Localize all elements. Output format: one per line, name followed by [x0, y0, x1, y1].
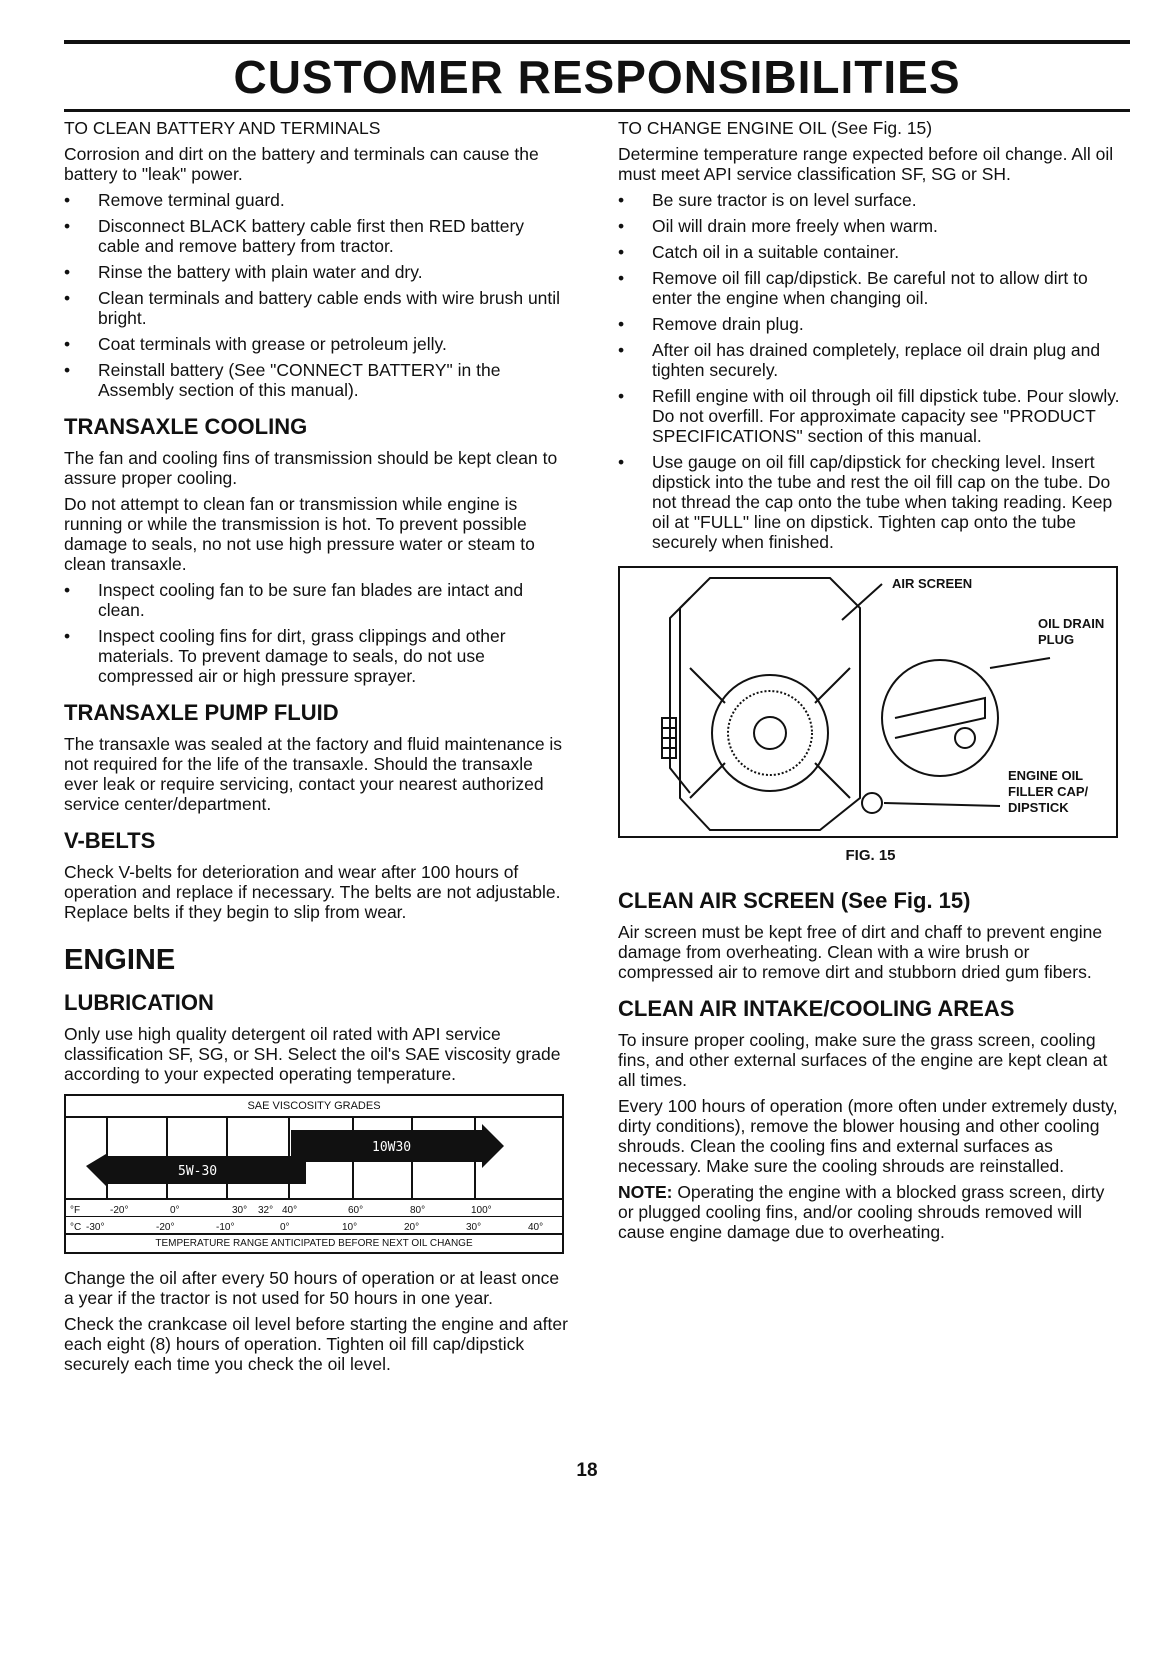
list-item: • Oil will drain more freely when warm. — [618, 216, 1123, 236]
transaxle-pump-heading: TRANSAXLE PUMP FLUID — [64, 700, 339, 725]
tick-label: 60° — [348, 1205, 364, 1216]
viscosity-chart-title: SAE VISCOSITY GRADES — [66, 1096, 562, 1118]
list-item: • Disconnect BLACK battery cable first then RED battery cable and remove battery from tractor. — [64, 216, 569, 256]
label-filler-3: DIPSTICK — [1008, 800, 1069, 815]
tick-label: 80° — [410, 1205, 426, 1216]
note-text: Operating the engine with a blocked grass screen, dirty or plugged cooling fins, and/or cooling shrouds removed will cause engine damage due to overheating. — [618, 1182, 1105, 1242]
battery-bullets — [64, 190, 569, 400]
tick-label: 40° — [528, 1222, 544, 1233]
lubrication-heading: LUBRICATION — [64, 990, 214, 1015]
oil-change-heading: TO CHANGE ENGINE OIL (See Fig. 15) — [618, 118, 933, 138]
oil-change-intro: Determine temperature range expected before oil change. All oil must meet API service classification SF, SG or SH. — [618, 144, 1114, 184]
list-item: • Remove terminal guard. — [64, 190, 569, 210]
left-column — [64, 118, 569, 1380]
tick-label: 30° — [232, 1205, 248, 1216]
f-unit: °F — [70, 1205, 81, 1216]
fahrenheit-row — [66, 1200, 562, 1217]
list-item: • Inspect cooling fan to be sure fan blades are intact and clean. — [64, 580, 569, 620]
air-intake-p2: Every 100 hours of operation (more often under extremely dusty, dirty conditions), remove the blower housing and other cooling shrouds. Clean the cooling fins and external surfaces as necessary. Make sure the cooling shrouds are reinstalled. — [618, 1096, 1118, 1176]
tick-label: 100° — [471, 1205, 492, 1216]
tick-label: 0° — [170, 1205, 180, 1216]
header-rule-bottom — [64, 109, 1130, 112]
list-item: • Catch oil in a suitable container. — [618, 242, 1123, 262]
right-column — [618, 118, 1123, 1248]
tick-label: 20° — [404, 1222, 420, 1233]
air-intake-p1: To insure proper cooling, make sure the grass screen, cooling fins, and other external surfaces of the engine are kept clean at all times. — [618, 1030, 1108, 1090]
list-item: • Reinstall battery (See "CONNECT BATTERY" in the Assembly section of this manual). — [64, 360, 569, 400]
label-oil-drain-2: PLUG — [1038, 632, 1075, 647]
label-filler-2: FILLER CAP/ — [1008, 784, 1089, 799]
lubrication-p2: Change the oil after every 50 hours of operation or at least once a year if the tractor is not used for 50 hours in one year. — [64, 1268, 560, 1308]
tick-label: 10° — [342, 1222, 358, 1233]
list-item: • Coat terminals with grease or petroleum jelly. — [64, 334, 569, 354]
viscosity-arrows — [66, 1118, 562, 1198]
air-intake-heading: CLEAN AIR INTAKE/COOLING AREAS — [618, 996, 1015, 1021]
tick-label: 40° — [282, 1205, 298, 1216]
figure-caption: FIG. 15 — [845, 847, 896, 864]
label-air-screen: AIR SCREEN — [892, 576, 973, 591]
air-screen-p1: Air screen must be kept free of dirt and chaff to prevent engine damage from overheating. Clean with a wire brush or compressed air to remove dirt and stubborn dried gum fibers. — [618, 922, 1103, 982]
viscosity-bars — [66, 1118, 562, 1200]
engine-heading: ENGINE — [64, 944, 176, 976]
list-item: • After oil has drained completely, replace oil drain plug and tighten securely. — [618, 340, 1123, 380]
viscosity-chart — [64, 1094, 564, 1254]
lubrication-p1: Only use high quality detergent oil rated with API service classification SF, SG, or SH. Select the oil's SAE viscosity grade according to your expected operating temperature. — [64, 1024, 561, 1084]
page-number: 18 — [576, 1460, 598, 1481]
lubrication-p3: Check the crankcase oil level before starting the engine and after each eight (8) hours of operation. Tighten oil fill cap/dipstick securely each time you check the oil level. — [64, 1314, 568, 1374]
list-item: • Inspect cooling fins for dirt, grass clippings and other materials. To prevent damage to seals, do not use compressed air or high pressure sprayer. — [64, 626, 569, 686]
viscosity-chart-footer: TEMPERATURE RANGE ANTICIPATED BEFORE NEXT OIL CHANGE — [66, 1234, 562, 1252]
label-oil-drain-1: OIL DRAIN — [1038, 616, 1105, 631]
tick-label: 32° — [258, 1205, 274, 1216]
page-title: CUSTOMER RESPONSIBILITIES — [233, 51, 961, 103]
grade-10w30-label: 10W30 — [372, 1140, 412, 1155]
grade-5w30-label: 5W-30 — [178, 1164, 218, 1179]
transaxle-cooling-heading: TRANSAXLE COOLING — [64, 414, 308, 439]
vbelts-p1: Check V-belts for deterioration and wear after 100 hours of operation and replace if necessary. The belts are not adjustable. Replace belts if they begin to slip from wear. — [64, 862, 561, 922]
tick-label: 0° — [280, 1222, 290, 1233]
note-label: NOTE: — [618, 1182, 673, 1202]
transaxle-pump-p1: The transaxle was sealed at the factory and fluid maintenance is not required for the life of the transaxle. Should the transaxle ever leak or require servicing, contact your nearest authorized service center/department. — [64, 734, 563, 814]
transaxle-cooling-bullets — [64, 580, 569, 686]
tick-label: -20° — [156, 1222, 175, 1233]
figure-15 — [618, 566, 1118, 838]
header-rule-top — [64, 40, 1130, 44]
list-item: • Clean terminals and battery cable ends with wire brush until bright. — [64, 288, 569, 328]
tick-label: 30° — [466, 1222, 482, 1233]
battery-intro: Corrosion and dirt on the battery and terminals can cause the battery to "leak" power. — [64, 144, 539, 184]
battery-heading: TO CLEAN BATTERY AND TERMINALS — [64, 118, 381, 138]
tick-label: -20° — [110, 1205, 129, 1216]
list-item: • Refill engine with oil through oil fill dipstick tube. Pour slowly. Do not overfill. For approximate capacity see "PRODUCT SPECIFICATIONS" section of this manual. — [618, 386, 1123, 446]
list-item: • Remove drain plug. — [618, 314, 1123, 334]
air-intake-note — [618, 1182, 1123, 1242]
list-item: • Rinse the battery with plain water and dry. — [64, 262, 569, 282]
transaxle-cooling-p2: Do not attempt to clean fan or transmission while engine is running or while the transmission is hot. To prevent possible damage to seals, no not use high pressure water or steam to clean transaxle. — [64, 494, 535, 574]
list-item: • Remove oil fill cap/dipstick. Be careful not to allow dirt to enter the engine when changing oil. — [618, 268, 1123, 308]
transaxle-cooling-p1: The fan and cooling fins of transmission should be kept clean to assure proper cooling. — [64, 448, 558, 488]
celsius-row — [66, 1217, 562, 1234]
oil-change-bullets — [618, 190, 1123, 552]
vbelts-heading: V-BELTS — [64, 828, 156, 853]
tick-label: -30° — [86, 1222, 105, 1233]
list-item: • Be sure tractor is on level surface. — [618, 190, 1123, 210]
tick-label: -10° — [216, 1222, 235, 1233]
air-screen-heading: CLEAN AIR SCREEN (See Fig. 15) — [618, 888, 971, 913]
list-item: • Use gauge on oil fill cap/dipstick for checking level. Insert dipstick into the tube and rest the oil fill cap on the tube. Do not thread the cap onto the tube when taking reading. Keep oil at "FULL" line on dipstick. Tighten cap onto the tube securely when finished. — [618, 452, 1123, 552]
c-unit: °C — [70, 1222, 82, 1233]
label-filler-1: ENGINE OIL — [1008, 768, 1084, 783]
